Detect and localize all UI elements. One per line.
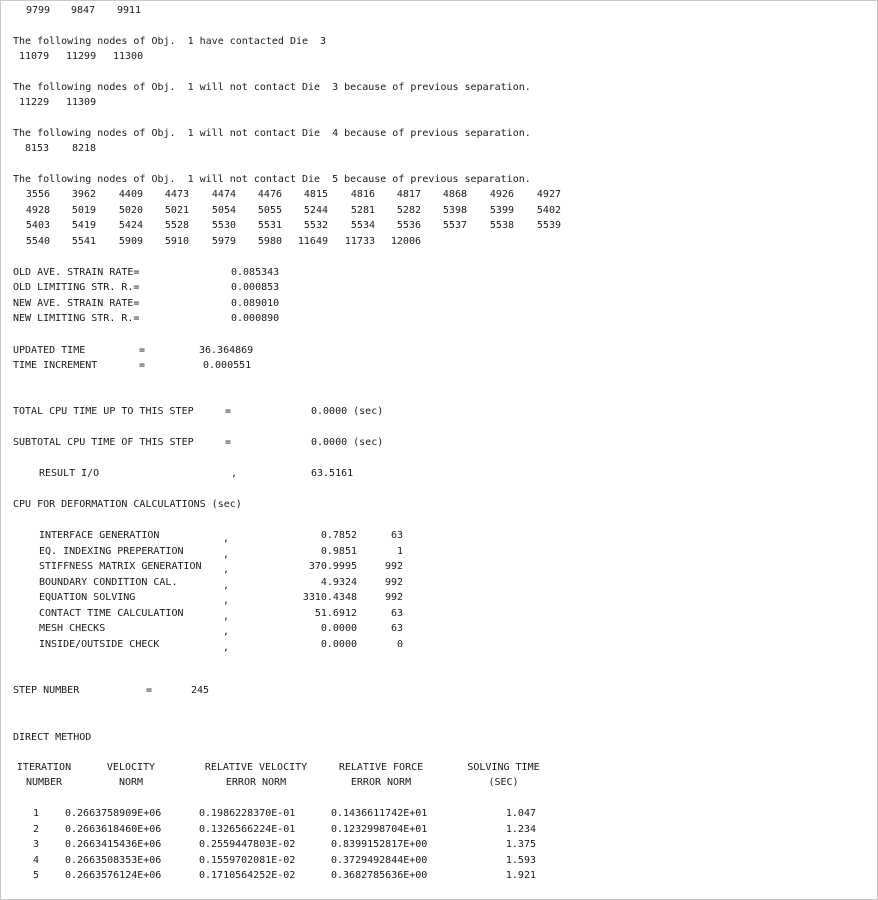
node-id: 5530 [211,220,236,231]
node-id: 9847 [71,5,96,16]
time-value: 36.364869 [199,345,254,356]
col-header: NUMBER [25,777,63,788]
node-id: 5538 [489,220,514,231]
relative-velocity-error: 0.1559702081E-02 [199,854,296,866]
step-label: STEP NUMBER [13,685,80,696]
node-id: 11299 [66,51,97,62]
step-value: 245 [191,685,210,696]
strain-label: OLD LIMITING STR. R.= [13,282,140,293]
iteration-number: 2 [32,823,39,835]
cpu-item-label: BOUNDARY CONDITION CAL. [39,576,178,588]
strain-value: 0.089010 [231,298,280,309]
node-id: 5541 [71,236,96,247]
direct-method-title: DIRECT METHOD [13,732,92,743]
node-id: 5540 [25,236,50,247]
col-header: (SEC) [488,777,519,788]
cpu-item-sep: , [223,595,230,606]
node-id: 11649 [297,236,328,247]
cpu-total-value: 0.0000 (sec) [311,406,384,417]
cpu-item-label: CONTACT TIME CALCULATION [39,607,184,619]
node-id: 8218 [72,143,97,154]
node-id: 5539 [536,220,561,231]
time-label: UPDATED TIME [13,345,86,356]
cpu-item-sep: , [223,626,230,637]
cpu-item-count: 0 [396,638,403,650]
node-id: 9799 [26,5,51,16]
strain-label: OLD AVE. STRAIN RATE= [13,267,140,278]
velocity-norm: 0.2663758909E+06 [65,808,162,819]
cpu-subtotal-sep: = [225,437,232,448]
iteration-number: 5 [32,870,39,881]
cpu-item-time: 51.6912 [314,607,357,619]
time-value: 0.000551 [203,360,252,371]
strain-label: NEW AVE. STRAIN RATE= [13,298,140,309]
cpu-item-time: 0.0000 [320,638,357,650]
iteration-number: 1 [32,808,39,819]
node-id: 11300 [113,51,144,62]
cpu-item-time: 0.9851 [320,545,357,557]
cpu-item-time: 0.7852 [320,530,357,541]
contact-header: The following nodes of Obj. 1 will not contact Die 3 because of previous separation. [13,82,531,93]
cpu-item-time: 0.0000 [320,623,357,634]
relative-velocity-error: 0.1986228370E-01 [199,808,296,819]
velocity-norm: 0.2663576124E+06 [65,870,162,881]
deform-title: CPU FOR DEFORMATION CALCULATIONS (sec) [13,499,242,510]
relative-force-error: 0.1436611742E+01 [331,808,428,819]
node-id: 5054 [211,205,236,216]
relative-force-error: 0.8399152817E+00 [331,839,428,850]
node-id: 5403 [25,220,50,231]
node-id: 4926 [489,189,514,200]
node-id: 4409 [118,189,143,200]
contact-header: The following nodes of Obj. 1 have contacted Die 3 [13,36,327,47]
cpu-total-sep: = [225,406,232,417]
node-id: 4868 [442,189,467,200]
cpu-item-label: INTERFACE GENERATION [39,530,160,541]
contact-header: The following nodes of Obj. 1 will not contact Die 4 because of previous separation. [13,128,531,139]
relative-velocity-error: 0.1326566224E-01 [199,823,296,835]
contact-header: The following nodes of Obj. 1 will not contact Die 5 because of previous separation. [13,174,531,185]
col-header: SOLVING TIME [467,762,540,773]
result-io-label: RESULT I/O [39,468,100,479]
step-sep: = [146,685,153,696]
cpu-item-sep: , [223,641,230,653]
cpu-item-time: 3310.4348 [302,592,357,603]
relative-force-error: 0.3682785636E+00 [331,870,428,881]
node-id: 4927 [536,189,561,200]
node-id: 5537 [442,220,467,231]
node-id: 5021 [164,205,189,216]
col-header: VELOCITY [106,762,156,773]
node-id: 5398 [442,205,467,216]
node-id: 5055 [257,205,282,216]
cpu-item-count: 992 [384,592,403,603]
velocity-norm: 0.2663415436E+06 [65,839,162,850]
node-id: 5534 [350,220,375,231]
node-id: 11079 [19,51,50,62]
node-id: 5419 [71,220,96,231]
cpu-item-time: 4.9324 [320,576,357,588]
col-header: RELATIVE VELOCITY [204,762,308,773]
cpu-item-sep: , [223,579,230,591]
result-io-value: 63.5161 [311,468,354,479]
node-id: 5531 [257,220,282,231]
cpu-item-sep: , [223,610,230,622]
relative-velocity-error: 0.1710564252E-02 [199,870,296,881]
node-id: 5980 [257,236,282,247]
node-id: 5402 [536,205,561,216]
node-id: 5532 [303,220,328,231]
solving-time: 1.375 [505,839,536,850]
cpu-item-count: 992 [384,561,403,572]
col-header: NORM [118,777,144,788]
node-id: 11733 [344,236,375,247]
cpu-item-count: 63 [390,623,403,634]
cpu-item-time: 370.9995 [308,561,357,572]
solving-time: 1.593 [505,854,536,866]
time-label: TIME INCREMENT [13,360,98,371]
cpu-item-sep: , [223,548,230,560]
result-io-sep: , [231,468,238,479]
strain-value: 0.000890 [231,313,280,324]
iteration-number: 3 [32,839,39,850]
node-id: 5281 [350,205,375,216]
node-id: 5979 [211,236,236,247]
time-sep: = [139,345,146,356]
cpu-item-label: STIFFNESS MATRIX GENERATION [39,561,202,572]
time-sep: = [139,360,146,371]
node-id: 5424 [118,220,143,231]
relative-velocity-error: 0.2559447803E-02 [199,839,296,850]
node-id: 5909 [118,236,143,247]
strain-value: 0.085343 [231,267,280,278]
node-id: 5910 [164,236,189,247]
node-id: 5019 [71,205,96,216]
cpu-item-count: 992 [384,576,403,588]
node-id: 4928 [25,205,50,216]
velocity-norm: 0.2663618460E+06 [65,823,162,835]
node-id: 5399 [489,205,514,216]
cpu-item-sep: , [223,564,230,575]
relative-force-error: 0.1232998704E+01 [331,823,428,835]
cpu-item-count: 63 [390,607,403,619]
col-header: ERROR NORM [350,777,412,788]
relative-force-error: 0.3729492844E+00 [331,854,428,866]
cpu-item-count: 63 [390,530,403,541]
node-id: 4816 [350,189,375,200]
iteration-number: 4 [32,854,39,866]
node-id: 5244 [303,205,328,216]
solving-time: 1.921 [505,870,536,881]
col-header: ITERATION [16,762,72,773]
node-id: 11309 [66,97,97,108]
cpu-item-sep: , [223,533,230,544]
node-id: 3962 [71,189,96,200]
node-id: 4817 [396,189,421,200]
cpu-item-label: INSIDE/OUTSIDE CHECK [39,638,160,650]
node-id: 3556 [25,189,50,200]
node-id: 8153 [25,143,50,154]
cpu-item-label: EQUATION SOLVING [39,592,136,603]
node-id: 4473 [164,189,189,200]
node-id: 4476 [257,189,282,200]
cpu-item-count: 1 [396,545,403,557]
node-id: 12006 [390,236,421,247]
cpu-total-label: TOTAL CPU TIME UP TO THIS STEP [13,406,194,417]
col-header: ERROR NORM [225,777,287,788]
node-id: 5282 [396,205,421,216]
strain-value: 0.000853 [231,282,280,293]
strain-label: NEW LIMITING STR. R.= [13,313,140,324]
cpu-subtotal-label: SUBTOTAL CPU TIME OF THIS STEP [13,437,194,448]
node-id: 5536 [396,220,421,231]
cpu-item-label: EQ. INDEXING PREPERATION [39,545,184,557]
solving-time: 1.047 [505,808,536,819]
node-id: 5528 [164,220,189,231]
node-id: 11229 [19,97,50,108]
cpu-item-label: MESH CHECKS [39,623,106,634]
node-id: 4815 [303,189,328,200]
node-id: 9911 [117,5,142,16]
cpu-subtotal-value: 0.0000 (sec) [311,437,384,448]
node-id: 5020 [118,205,143,216]
solving-time: 1.234 [505,823,536,835]
col-header: RELATIVE FORCE [338,762,424,773]
velocity-norm: 0.2663508353E+06 [65,854,162,866]
node-id: 4474 [211,189,236,200]
